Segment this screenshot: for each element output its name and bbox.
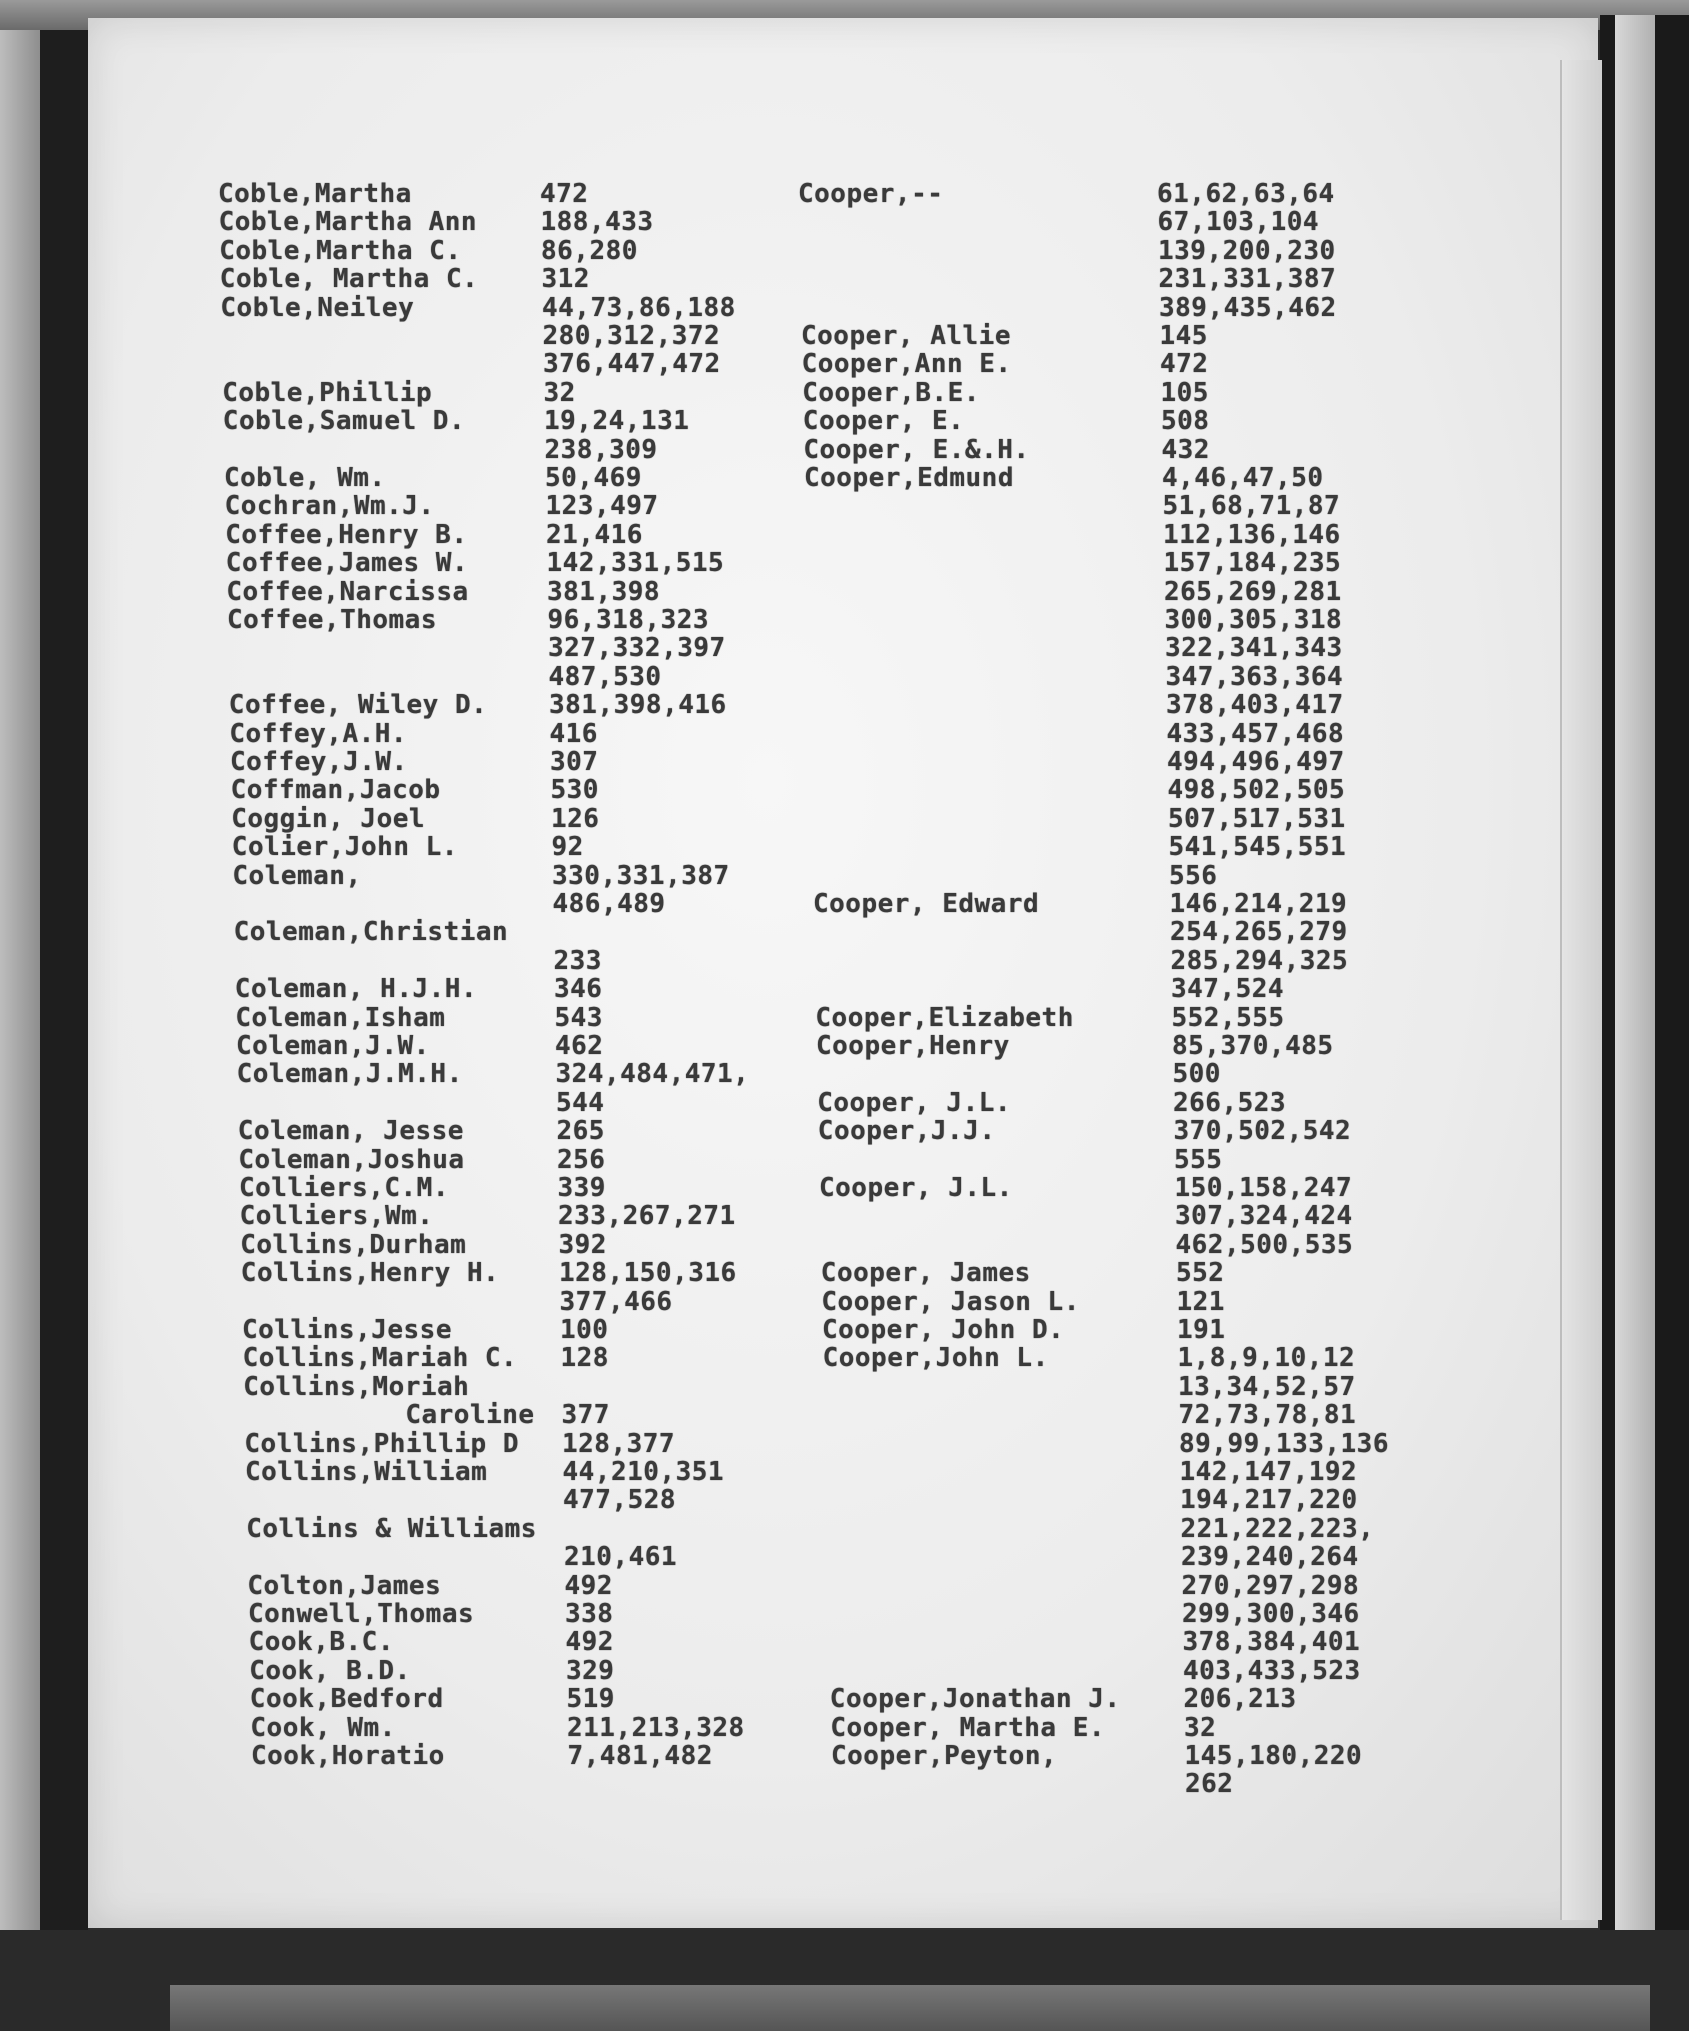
index-entry-pages: 433,457,468 — [1166, 718, 1345, 749]
index-entry-pages: 150,158,247 — [1174, 1173, 1353, 1203]
index-entry-pages: 338 — [565, 1599, 614, 1629]
index-entry-name: Collins & Williams — [246, 1513, 537, 1544]
index-entry-pages: 191 — [1177, 1315, 1226, 1345]
index-entry-name: Conwell,Thomas — [248, 1599, 475, 1629]
index-entry-pages: 126 — [551, 803, 600, 834]
index-entry-pages: 432 — [1161, 434, 1210, 465]
index-entry-name: Coffman,Jacob — [230, 775, 441, 806]
index-entry-name: Cochran,Wm.J. — [224, 491, 435, 522]
index-entry-pages: 322,341,343 — [1165, 633, 1343, 664]
index-entry-pages: 157,184,235 — [1163, 548, 1342, 579]
index-entry-pages: 100 — [560, 1315, 609, 1345]
index-entry-name: Coleman,J.M.H. — [236, 1059, 463, 1090]
index-entry-name: Cook, B.D. — [249, 1655, 411, 1686]
index-entry-pages: 477,528 — [563, 1485, 677, 1516]
index-entry-pages: 377 — [561, 1400, 610, 1431]
index-entry-name: Coffey,A.H. — [229, 718, 408, 749]
index-entry-pages: 392 — [558, 1229, 607, 1260]
index-entry-pages: 105 — [1160, 377, 1209, 408]
index-entry-name: Cook,Horatio — [251, 1741, 445, 1771]
index-entry-pages: 552,555 — [1171, 1002, 1285, 1033]
index-entry-name: Cook,Bedford — [249, 1684, 444, 1715]
index-entry-pages: 346 — [554, 974, 603, 1005]
index-entry-pages: 266,523 — [1173, 1087, 1287, 1118]
index-entry-pages: 508 — [1161, 406, 1210, 437]
index-entry-pages: 416 — [549, 718, 598, 749]
index-entry-pages: 194,217,220 — [1180, 1485, 1358, 1516]
index-entry-pages: 307 — [550, 747, 599, 777]
index-entry-pages: 211,213,328 — [567, 1712, 745, 1743]
index-entry-pages: 300,305,318 — [1164, 605, 1343, 635]
index-entry-name: Cooper, Martha E. — [830, 1712, 1105, 1743]
index-entry-pages: 96,318,323 — [547, 605, 710, 635]
index-entry-pages: 1,8,9,10,12 — [1177, 1343, 1356, 1374]
index-entry-name: Collins,Henry H. — [240, 1258, 500, 1289]
index-entry-name: Coble, Wm. — [224, 463, 386, 493]
index-entry-name: Cooper, J.L. — [817, 1087, 1012, 1118]
index-entry-pages: 92 — [551, 832, 584, 863]
page-edge — [1560, 60, 1602, 1920]
index-entry-pages: 7,481,482 — [567, 1741, 713, 1771]
index-entry-pages: 128,150,316 — [559, 1258, 737, 1289]
index-entry-pages: 142,331,515 — [546, 548, 725, 579]
index-entry-name: Cooper,Henry — [816, 1031, 1010, 1061]
index-entry-pages: 128,377 — [562, 1428, 676, 1459]
left-border — [0, 30, 40, 1950]
bottom-strip — [170, 1985, 1650, 2031]
index-entry-pages: 32 — [1184, 1712, 1217, 1743]
index-entry-pages: 233 — [553, 945, 602, 976]
index-entry-name: Coleman,Christian — [233, 917, 509, 948]
index-entry-pages: 146,214,219 — [1169, 889, 1348, 919]
index-entry-pages: 403,433,523 — [1183, 1655, 1361, 1686]
index-entry-pages: 541,545,551 — [1168, 832, 1347, 863]
index-entry-name: Cooper, Allie — [801, 321, 1011, 351]
index-entry-pages: 378,384,401 — [1182, 1627, 1361, 1658]
index-entry-name: Collins,Moriah — [243, 1371, 470, 1402]
index-entry-name: Cooper,Jonathan J. — [829, 1684, 1121, 1715]
index-entry-pages: 381,398 — [547, 576, 661, 607]
index-entry-name: Cooper,John L. — [822, 1343, 1049, 1374]
index-entry-pages: 327,332,397 — [548, 633, 726, 664]
index-entry-name: Cooper,-- — [798, 179, 944, 209]
index-entry-name: Cooper,B.E. — [802, 377, 980, 408]
index-entry-name: Colton,James — [247, 1570, 442, 1601]
index-entry-pages: 389,435,462 — [1159, 292, 1337, 323]
index-entry-name: Coble,Samuel D. — [222, 406, 466, 437]
index-entry-name: Cooper,Edmund — [804, 463, 1014, 493]
index-entry-pages: 377,466 — [559, 1286, 673, 1317]
index-entry-pages: 254,265,279 — [1170, 917, 1348, 948]
right-border — [1615, 15, 1655, 1975]
index-entry-name: Collins,Phillip D — [244, 1428, 519, 1459]
left-shadow — [40, 30, 88, 1930]
index-entry-pages: 487,530 — [548, 661, 662, 692]
index-entry-name: Cooper, E. — [802, 406, 965, 437]
index-entry-pages: 32 — [543, 377, 576, 408]
index-entry-name: Cook,B.C. — [248, 1627, 394, 1658]
index-entry-pages: 492 — [565, 1627, 614, 1658]
index-entry-pages: 339 — [557, 1173, 606, 1203]
index-entry-name: Coble,Neiley — [220, 292, 415, 323]
index-entry-pages: 494,496,497 — [1167, 747, 1345, 777]
index-entry-pages: 61,62,63,64 — [1157, 179, 1335, 209]
index-entry-pages: 299,300,346 — [1182, 1599, 1360, 1629]
index-entry-name: Collins,William — [245, 1457, 488, 1487]
index-entry-pages: 21,416 — [546, 519, 643, 550]
index-entry-pages: 233,267,271 — [558, 1201, 736, 1232]
index-entry-pages: 265,269,281 — [1164, 576, 1342, 607]
index-entry-name: Coleman,Joshua — [238, 1144, 465, 1175]
index-entry-name: Cooper, Edward — [813, 889, 1040, 919]
index-entry-pages: 210,461 — [564, 1542, 678, 1573]
index-entry-name: Coffee,Henry B. — [225, 519, 468, 550]
index-entry-pages: 13,34,52,57 — [1178, 1371, 1356, 1402]
index-entry-name: Coffee, Wiley D. — [228, 690, 488, 721]
index-entry-name: Cooper,Ann E. — [801, 349, 1012, 380]
index-entry-pages: 347,363,364 — [1165, 661, 1344, 692]
index-entry-pages: 492 — [564, 1570, 613, 1601]
index-entry-pages: 262 — [1185, 1769, 1234, 1800]
index-entry-name: Cooper,Peyton, — [831, 1741, 1058, 1771]
index-entry-pages: 270,297,298 — [1181, 1570, 1360, 1601]
index-entry-pages: 462,500,535 — [1175, 1229, 1354, 1260]
index-entry-name: Coleman,Isham — [235, 1002, 446, 1033]
index-entry-pages: 4,46,47,50 — [1162, 463, 1324, 493]
index-entry-name: Caroline — [243, 1400, 535, 1431]
index-entry-name: Coleman,J.W. — [236, 1031, 430, 1061]
index-entry-name: Coleman, Jesse — [237, 1116, 464, 1147]
index-entry-pages: 72,73,78,81 — [1178, 1400, 1357, 1431]
index-entry-pages: 145,180,220 — [1184, 1741, 1363, 1771]
index-entry-name: Colliers,Wm. — [239, 1201, 434, 1232]
index-entry-name: Cooper, J.L. — [819, 1173, 1013, 1203]
index-entry-name: Cooper, Jason L. — [821, 1286, 1080, 1317]
index-entry-name: Cook, Wm. — [250, 1712, 396, 1743]
index-entry-pages: 507,517,531 — [1168, 803, 1346, 834]
index-entry-pages: 50,469 — [545, 463, 642, 493]
index-entry-pages: 238,309 — [544, 434, 658, 465]
index-entry-name: Coble,Martha Ann — [218, 207, 478, 238]
index-entry-name: Collins,Mariah C. — [242, 1343, 518, 1374]
index-entry-pages: 256 — [557, 1144, 606, 1175]
index-entry-pages: 544 — [556, 1087, 605, 1118]
index-entry-name: Coffee,Narcissa — [226, 576, 469, 607]
index-entry-pages: 519 — [566, 1684, 615, 1715]
index-entry-name: Coleman, — [232, 860, 362, 891]
index-entry-pages: 280,312,372 — [542, 321, 721, 351]
index-entry-name: Coleman, H.J.H. — [234, 974, 478, 1005]
index-entry-pages: 347,524 — [1171, 974, 1285, 1005]
index-entry-pages: 112,136,146 — [1163, 519, 1341, 550]
index-entry-pages: 307,324,424 — [1175, 1201, 1353, 1232]
index-entry-name: Colier,John L. — [231, 832, 458, 863]
index-entry-pages: 486,489 — [552, 889, 666, 919]
index-entry-pages: 139,200,230 — [1158, 235, 1336, 266]
index-entry-pages: 265 — [556, 1116, 605, 1147]
index-entry-pages: 312 — [541, 264, 590, 295]
index-entry-name: Cooper, John D. — [822, 1315, 1065, 1345]
index-entry-pages: 530 — [550, 775, 599, 806]
index-entry-pages: 239,240,264 — [1181, 1542, 1359, 1573]
index-entry-name: Collins,Durham — [240, 1229, 467, 1260]
index-entry-pages: 555 — [1174, 1144, 1223, 1175]
index-entry-pages: 121 — [1176, 1286, 1225, 1317]
index-entry-name: Cooper,Elizabeth — [815, 1002, 1074, 1033]
index-entry-pages: 231,331,387 — [1158, 264, 1337, 295]
index-entry-name: Coble,Martha — [218, 179, 412, 209]
index-entry-pages: 370,502,542 — [1173, 1116, 1352, 1147]
index-entry-pages: 145 — [1159, 321, 1208, 351]
index-entry-name: Coggin, Joel — [231, 803, 426, 834]
index-entry-pages: 142,147,192 — [1179, 1457, 1358, 1487]
index-entry-pages: 472 — [1160, 349, 1209, 380]
index-entry-pages: 329 — [566, 1655, 615, 1686]
index-entry-pages: 472 — [540, 179, 589, 209]
index-entry-pages: 378,403,417 — [1166, 690, 1344, 721]
index-entry-pages: 51,68,71,87 — [1162, 491, 1341, 522]
index-entry-pages: 324,484,471, — [555, 1059, 750, 1090]
index-entry-name: Cooper, E.&.H. — [803, 434, 1030, 465]
index-entry-pages: 500 — [1172, 1059, 1221, 1090]
index-entry-name: Coble,Martha C. — [219, 235, 462, 266]
index-entry-pages: 543 — [554, 1002, 603, 1033]
index-entry-pages: 381,398,416 — [549, 690, 727, 721]
index-entry-pages: 330,331,387 — [552, 860, 730, 891]
index-entry-name: Cooper,J.J. — [817, 1116, 996, 1147]
index-entry-pages: 128 — [560, 1343, 609, 1374]
index-entry-name: Coffee,Thomas — [227, 605, 437, 635]
index-entry-pages: 221,222,223, — [1180, 1513, 1375, 1544]
index-entry-pages: 123,497 — [545, 491, 659, 522]
index-entry-pages: 44,210,351 — [562, 1457, 725, 1487]
index-entry-name: Coble, Martha C. — [219, 264, 479, 295]
index-entry-pages: 67,103,104 — [1157, 207, 1320, 238]
index-entry-name: Coffee,James W. — [225, 548, 469, 579]
index-entry-pages: 86,280 — [541, 235, 638, 266]
index-entry-pages: 462 — [555, 1031, 604, 1061]
index-entry-name: Cooper, James — [820, 1258, 1031, 1289]
index-entry-pages: 44,73,86,188 — [542, 292, 736, 323]
index-entry-pages: 85,370,485 — [1172, 1031, 1334, 1061]
index-entry-pages: 552 — [1176, 1258, 1225, 1289]
index-entry-pages: 556 — [1169, 860, 1218, 891]
index-entry-pages: 285,294,325 — [1170, 945, 1349, 976]
index-entry-name: Colliers,C.M. — [239, 1173, 449, 1203]
index-entry-pages: 19,24,131 — [544, 406, 690, 437]
index-entry-pages: 188,433 — [540, 207, 654, 238]
index-entry-pages: 206,213 — [1183, 1684, 1297, 1715]
index-entry-pages: 376,447,472 — [543, 349, 721, 380]
index-entry-pages: 498,502,505 — [1167, 775, 1346, 806]
index-entry-name: Coffey,J.W. — [230, 747, 408, 777]
index-entry-name: Coble,Phillip — [222, 377, 433, 408]
index-entry-name: Collins,Jesse — [242, 1315, 452, 1345]
index-entry-pages: 89,99,133,136 — [1179, 1428, 1389, 1459]
